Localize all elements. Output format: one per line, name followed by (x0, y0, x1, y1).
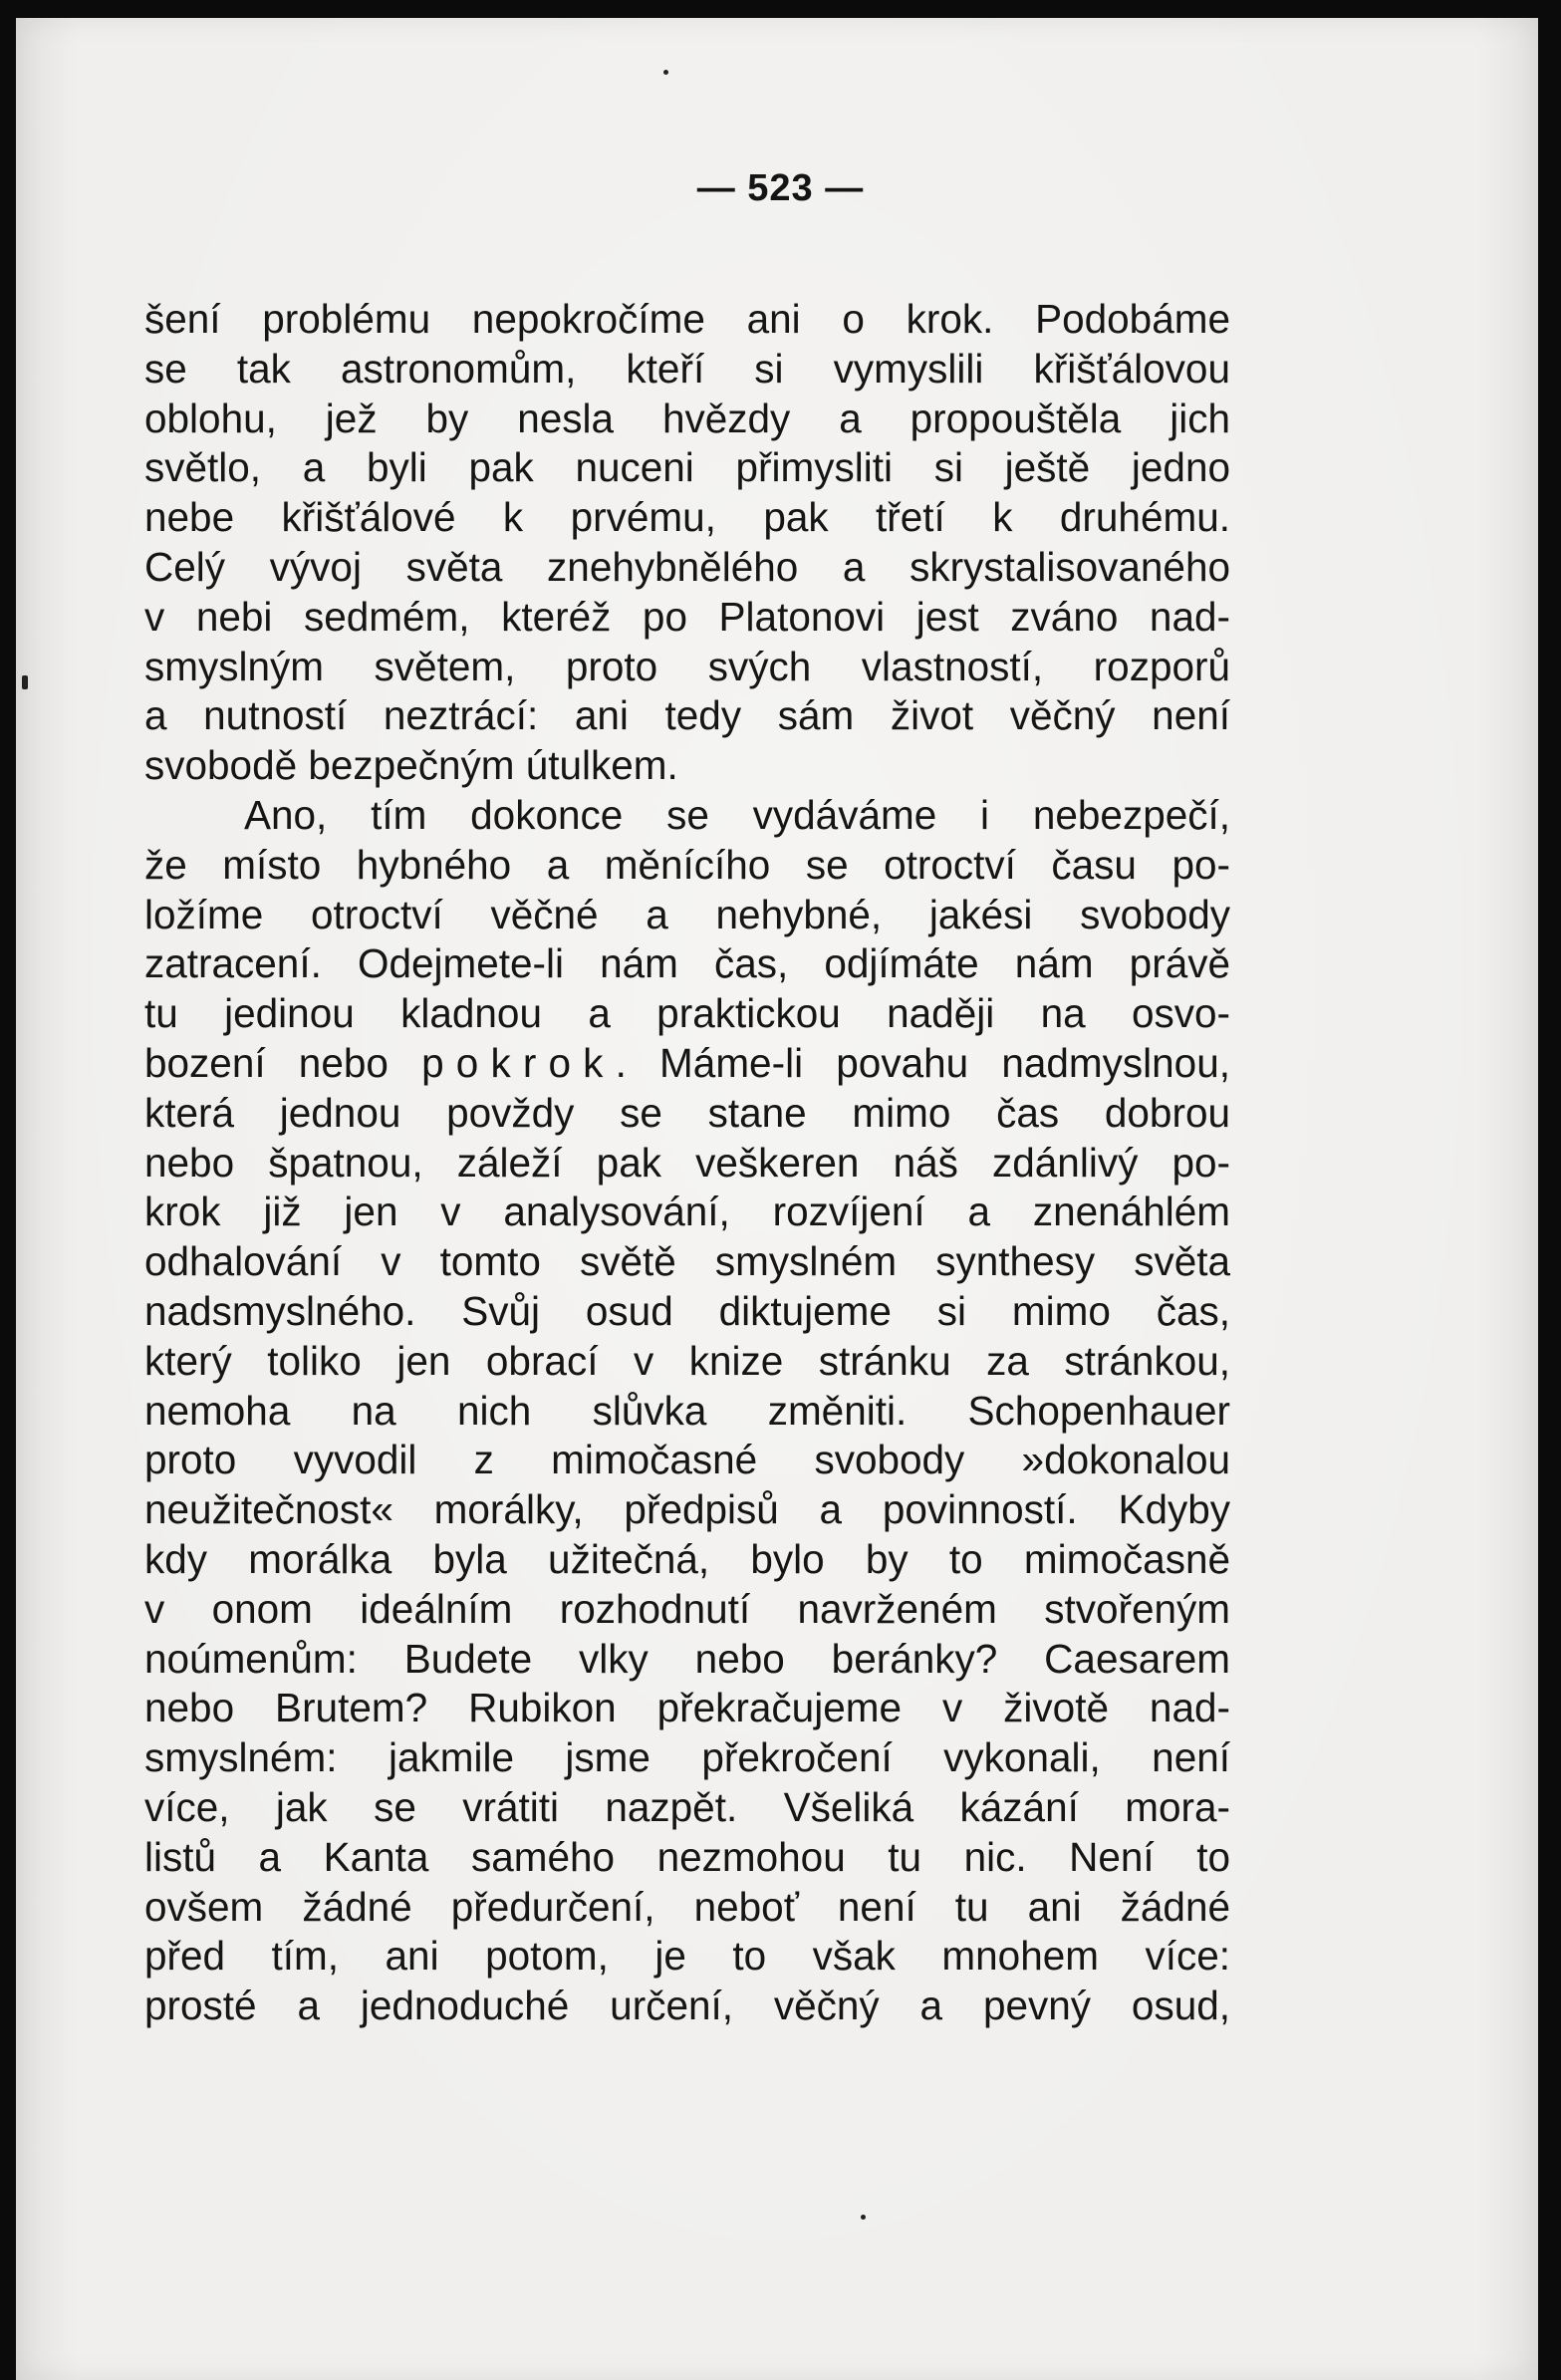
text-line: nebe křišťálové k prvému, pak třetí k druhému. (144, 494, 1230, 541)
text-line: která jednou povždy se stane mimo čas dobrou (144, 1089, 1230, 1136)
text-line: a nutností neztrácí: ani tedy sám život věčný není (144, 692, 1230, 739)
text-line: odhalování v tomto světě smyslném synthesy světa (144, 1238, 1230, 1285)
emphasized-word: pokrok (421, 1039, 616, 1086)
text-line: více, jak se vrátiti nazpět. Všeliká kázání mora- (144, 1783, 1230, 1830)
text-line: Ano, tím dokonce se vydáváme i nebezpečí, (244, 791, 1230, 838)
text-line: noúmenům: Budete vlky nebo beránky? Caesarem (144, 1635, 1230, 1682)
text-line: Celý vývoj světa znehybnělého a skrystalisovaného (144, 543, 1230, 590)
text-line: že místo hybného a měnícího se otroctví času po- (144, 841, 1230, 888)
text-line (144, 1039, 1230, 1089)
text-line: prosté a jednoduché určení, věčný a pevný osud, (144, 1983, 1230, 2029)
page-edge-shadow (1539, 0, 1561, 2380)
text-line: nebo špatnou, záleží pak veškeren náš zdánlivý po- (144, 1139, 1230, 1186)
text-line: v onom ideálním rozhodnutí navrženém stvořeným (144, 1585, 1230, 1632)
text-line: krok již jen v analysování, rozvíjení a znenáhlém (144, 1189, 1230, 1235)
text-line: tu jedinou kladnou a praktickou naději na osvo- (144, 990, 1230, 1037)
body-text (144, 295, 1230, 2031)
text-line: před tím, ani potom, je to však mnohem více: (144, 1933, 1230, 1980)
text-line: nemoha na nich slůvka změniti. Schopenhauer (144, 1387, 1230, 1434)
text-line: svobodě bezpečným útulkem. (144, 742, 678, 789)
text-line: smyslným světem, proto svých vlastností, rozporů (144, 643, 1230, 689)
text-line: oblohu, jež by nesla hvězdy a propouštěla jich (144, 395, 1230, 441)
text-fragment: . Máme-li povahu nadmyslnou, (615, 1039, 1230, 1086)
text-line: ovšem žádné předurčení, neboť není tu ani žádné (144, 1883, 1230, 1930)
text-fragment: bození nebo (144, 1039, 422, 1086)
text-line: šení problému nepokročíme ani o krok. Podobáme (144, 296, 1230, 342)
dust-speck (22, 675, 28, 689)
text-line: v nebi sedmém, kteréž po Platonovi jest zváno nad- (144, 593, 1230, 640)
dust-speck (861, 2215, 866, 2220)
text-line: listů a Kanta samého nezmohou tu nic. Není to (144, 1833, 1230, 1880)
text-line: světlo, a byli pak nuceni přimysliti si ještě jedno (144, 444, 1230, 491)
text-line: nebo Brutem? Rubikon překračujeme v životě nad- (144, 1685, 1230, 1731)
text-line: se tak astronomům, kteří si vymyslili křišťálovou (144, 345, 1230, 392)
text-line: smyslném: jakmile jsme překročení vykonali, není (144, 1734, 1230, 1781)
text-line: ložíme otroctví věčné a nehybné, jakési svobody (144, 891, 1230, 937)
text-line: proto vyvodil z mimočasné svobody »dokonalou (144, 1437, 1230, 1483)
text-line: nadsmyslného. Svůj osud diktujeme si mimo čas, (144, 1287, 1230, 1334)
text-line: neužitečnost« morálky, předpisů a povinností. Kdyby (144, 1486, 1230, 1533)
dust-speck (663, 70, 668, 75)
text-line: zatracení. Odejmete-li nám čas, odjímáte nám právě (144, 940, 1230, 987)
text-line: kdy morálka byla užitečná, bylo by to mimočasně (144, 1535, 1230, 1582)
page-number: — 523 — (696, 167, 865, 209)
text-line: který toliko jen obrací v knize stránku za stránkou, (144, 1337, 1230, 1384)
